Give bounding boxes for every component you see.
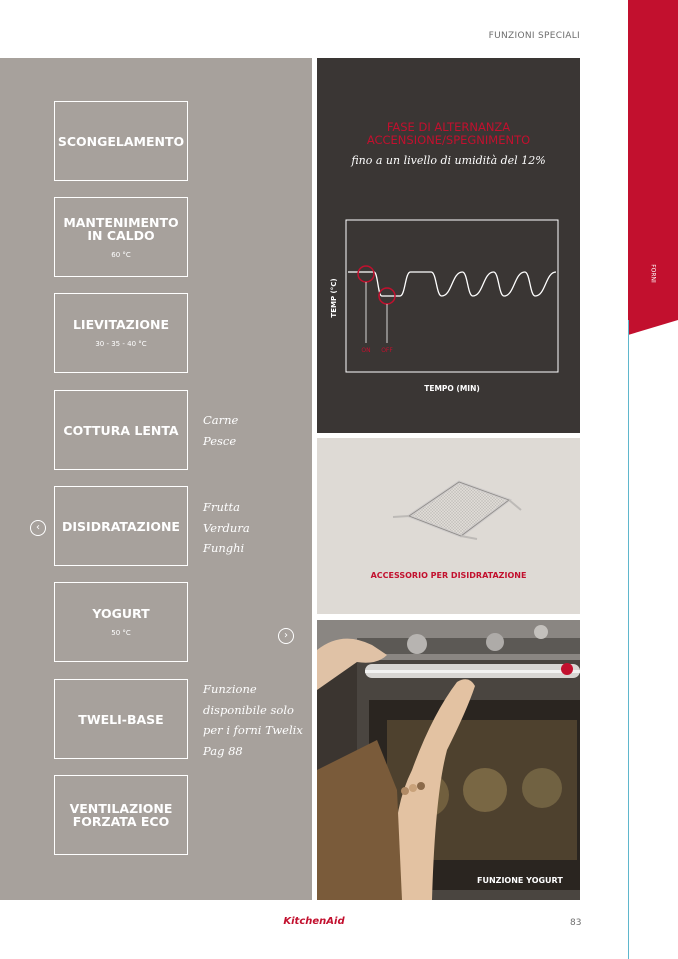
yogurt-photo	[317, 620, 580, 900]
on-label: ON	[361, 347, 371, 354]
brand-logo: KitchenAid	[283, 916, 345, 927]
off-label: OFF	[381, 347, 393, 354]
note-line: Verdura	[203, 520, 250, 535]
function-box-lievitazione	[54, 293, 188, 373]
function-name: LIEVITAZIONE	[72, 317, 170, 332]
function-name: SCONGELAMENTO	[57, 133, 185, 149]
temperature-chart	[317, 58, 580, 433]
note-disidratazione	[203, 497, 250, 559]
function-name: YOGURT	[92, 606, 150, 621]
function-box-cottura-lenta	[54, 390, 188, 470]
note-line: Pesce	[203, 433, 237, 448]
y-axis-label: TEMP (°C)	[330, 278, 338, 318]
section-title: FUNZIONI SPECIALI	[488, 31, 580, 41]
function-name: TWELI-BASE	[78, 711, 164, 727]
note-line: Pag 88	[203, 743, 243, 758]
function-name: DISIDRATAZIONE	[62, 518, 180, 534]
on-marker	[358, 266, 374, 282]
function-temperature: 30 - 35 - 40 °C	[95, 340, 147, 348]
function-box-yogurt	[54, 582, 188, 662]
photo-caption: FUNZIONE YOGURT	[477, 876, 563, 885]
function-temperature: 50 °C	[111, 629, 131, 637]
oven-photo-illustration	[317, 620, 580, 900]
chart-frame	[346, 220, 558, 372]
function-name: MANTENIMENTO IN CALDO	[63, 214, 179, 243]
chevron-left-icon[interactable]: ‹	[30, 520, 46, 536]
note-cottura-lenta	[203, 410, 238, 451]
note-line: Frutta	[203, 500, 240, 514]
note-line: per i forni Twelix	[203, 723, 303, 737]
accessory-label: ACCESSORIO PER DISIDRATAZIONE	[370, 571, 527, 580]
side-tab-label: FORNI	[649, 264, 657, 283]
cycle-chart-panel	[317, 58, 580, 433]
function-name: COTTURA LENTA	[63, 422, 179, 438]
chart-title-line: FASE DI ALTERNANZA	[386, 120, 511, 134]
chart-title-line: ACCENSIONE/SPEGNIMENTO	[366, 133, 531, 147]
function-box-tweli-base	[54, 679, 188, 759]
function-temperature: 60 °C	[111, 250, 131, 259]
chevron-right-icon[interactable]: ›	[278, 628, 294, 644]
x-axis-label: TEMPO (MIN)	[424, 384, 480, 393]
page-number: 83	[570, 918, 582, 928]
accessory-panel	[317, 438, 580, 614]
side-tab-tip	[628, 320, 678, 335]
function-name: VENTILAZIONE FORZATA ECO	[69, 801, 173, 829]
note-line: Carne	[203, 413, 239, 427]
note-line: Funghi	[203, 541, 245, 555]
note-tweli-base	[203, 679, 303, 761]
chart-subtitle: fino a un livello di umidità del 12%	[351, 154, 546, 167]
function-box-ventilazione	[54, 775, 188, 855]
note-line: Funzione	[203, 682, 257, 696]
dehydration-tray-image	[317, 438, 580, 558]
function-box-mantenimento	[54, 197, 188, 277]
note-line: disponibile solo	[203, 702, 294, 717]
function-box-disidratazione	[54, 486, 188, 566]
functions-panel	[0, 58, 312, 900]
side-divider-line	[628, 320, 629, 959]
function-box-scongelamento	[54, 101, 188, 181]
